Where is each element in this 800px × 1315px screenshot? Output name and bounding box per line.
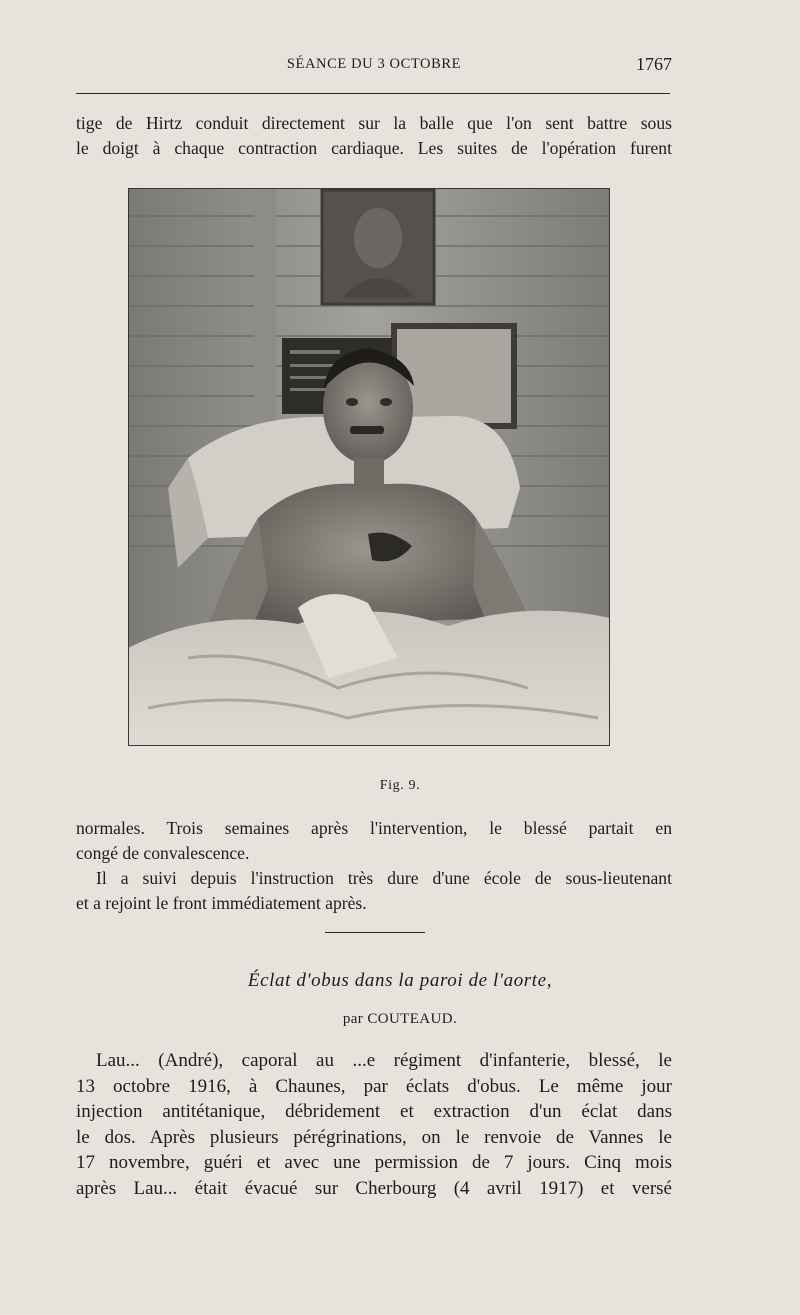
article-body [76, 1048, 672, 1201]
text-line: 13 octobre 1916, à Chaunes, par éclats d'obus. Le même jour [76, 1075, 672, 1097]
text-line: normales. Trois semaines après l'intervention, le blessé partait en [76, 818, 672, 838]
text-line: tige de Hirtz conduit directement sur la balle que l'on sent battre sous [76, 113, 672, 133]
text-line: et a rejoint le front immédiatement après. [76, 893, 367, 913]
text-line: congé de convalescence. [76, 843, 250, 863]
figure-photograph [128, 188, 610, 746]
text-line: Lau... (André), caporal au ...e régiment d'infanterie, blessé, le [96, 1050, 672, 1071]
article-title: Éclat d'obus dans la paroi de l'aorte, [247, 970, 553, 991]
text-line: injection antitétanique, débridement et extraction d'un éclat dans [76, 1101, 672, 1122]
text-line: 17 novembre, guéri et avec une permission de 7 jours. Cinq mois [76, 1152, 672, 1173]
text-line: le doigt à chaque contraction cardiaque. Les suites de l'opération furent [76, 138, 672, 158]
article-author: par COUTEAUD. [342, 1011, 458, 1027]
running-title: SÉANCE DU 3 OCTOBRE [286, 56, 462, 72]
page-header [76, 52, 672, 82]
text-line: Il a suivi depuis l'instruction très dure d'une école de sous-lieutenant [96, 868, 672, 888]
continued-paragraph [76, 111, 672, 161]
section-divider [325, 932, 425, 933]
text-line: après Lau... était évacué sur Cherbourg (4 avril 1917) et versé [76, 1177, 672, 1199]
text-line: le dos. Après plusieurs pérégrinations, on le renvoie de Vannes le [76, 1126, 672, 1148]
photo-wounded-soldier-in-bed [128, 188, 610, 746]
paragraph-after-figure [76, 816, 672, 916]
page-number: 1767 [636, 54, 672, 74]
header-rule [76, 93, 670, 94]
figure-caption: Fig. 9. [379, 778, 421, 793]
